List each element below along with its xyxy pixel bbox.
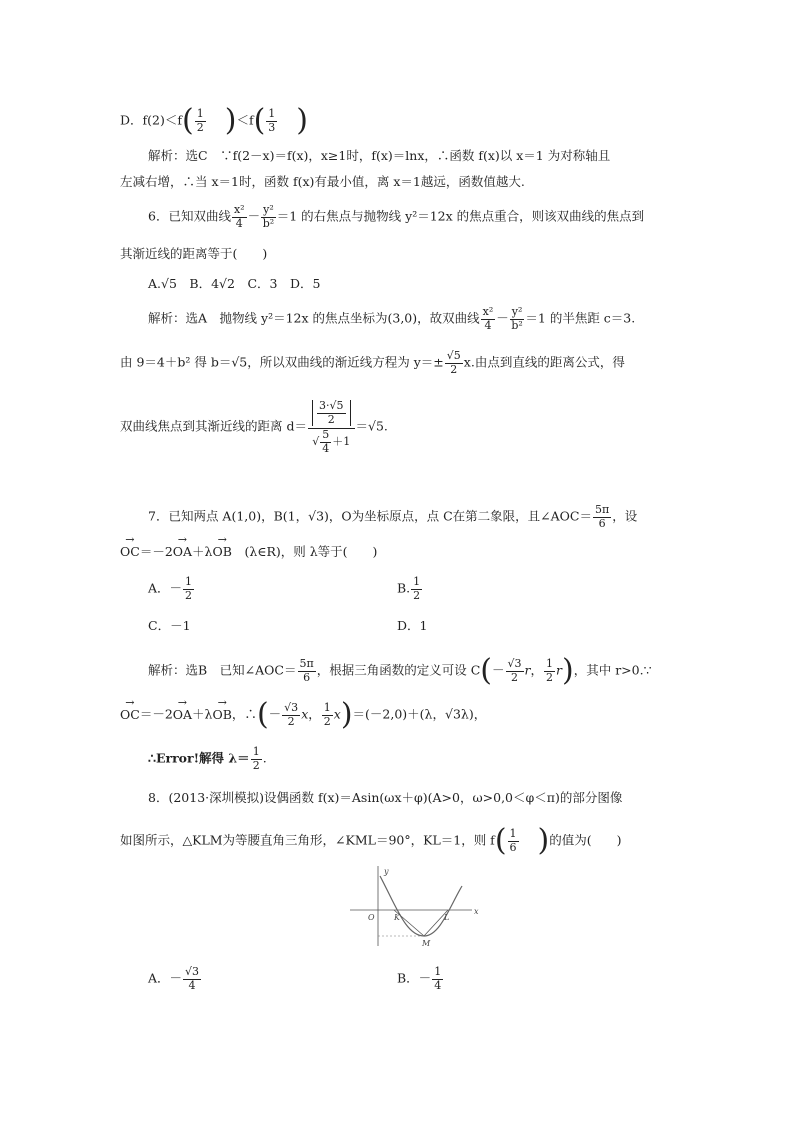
label-y: y	[384, 867, 389, 876]
question-8-line-1: 8．(2013·深圳模拟)设偶函数 f(x)＝Asin(ωx＋φ)(A>0，ω>0,0＜φ＜π)的部分图像	[148, 790, 623, 805]
solution-7-line-2: → OC＝－2→ OA＋λ→ OB，∴(－ $\frac{√3}{2}$ x， $\frac{1}{2}$ x)＝(－2,0)＋(λ，√3λ)，	[120, 700, 486, 730]
solution-5-line-2: 左减右增，∴当 x＝1时，函数 f(x)有最小值，离 x＝1越远，函数值越大.	[120, 174, 525, 189]
question-6-line-1: 6．已知双曲线 $\frac{\text{x²}}{4}$ － $\frac{\text{y²}}{\text{b²}}$ ＝1 的右焦点与抛物线 y²＝12x 的焦点重合，则该双曲线的焦点到	[148, 203, 645, 230]
question-7-option-c: C．－1	[148, 618, 191, 633]
fraction: $\frac{1}{3}$	[268, 106, 276, 134]
question-8-option-a: A．－ $\frac{√3}{4}$	[148, 965, 200, 992]
question-7-option-d: D．1	[397, 618, 428, 633]
option-d-label: D．	[120, 112, 143, 128]
solution-6-line-1: 解析：选A 抛物线 y²＝12x 的焦点坐标为(3,0)，故双曲线 $\frac{\text{x²}}{4}$ － $\frac{\text{y²}}{\text{b²}}$ ＝1 的半焦距 c＝3.	[148, 305, 636, 332]
label-o: O	[368, 913, 375, 922]
solution-6-line-2: 由 9＝4＋b² 得 b＝√5，所以双曲线的渐近线方程为 y＝± $\frac{√5}{2}$ x.由点到直线的距离公式，得	[120, 349, 625, 376]
question-7-option-b: B. $\frac{1}{2}$	[397, 575, 421, 602]
solution-6-line-3: 双曲线焦点到其渐近线的距离 d＝ $\frac{3\cdot√5}{2}$ √ $\frac{5}{4}$ ＋1 ＝√5.	[120, 399, 388, 455]
question-7-line-1: 7．已知两点 A(1,0)，B(1，√3)，O为坐标原点，点 C在第二象限，且∠AOC＝ $\frac{5\pi}{6}$ ，设	[148, 503, 638, 530]
curve	[380, 876, 462, 936]
label-x: x	[474, 907, 479, 916]
question-8-option-b: B．－ $\frac{1}{4}$	[397, 965, 442, 992]
option-d-expr: f(2)＜f	[142, 112, 182, 128]
label-m: M	[422, 939, 431, 948]
question-6-options: A.√5 B．4√2 C．3 D．5	[148, 276, 321, 291]
option-d-line: D．f(2)＜f( $\frac{1}{2}$ )＜f( $\frac{1}{3}$ )	[120, 103, 309, 138]
question-7-option-a: A．－ $\frac{1}{2}$	[148, 575, 193, 602]
question-6-line-2: 其渐近线的距离等于( )	[120, 246, 268, 261]
solution-5-line-1: 解析：选C ∵f(2－x)＝f(x)，x≥1时，f(x)＝lnx，∴函数 f(x)以 x＝1 为对称轴且	[148, 148, 611, 163]
solution-7-line-1: 解析：选B 已知∠AOC＝ $\frac{5\pi}{6}$ ，根据三角函数的定义可设 C(－ $\frac{√3}{2}$ r， $\frac{1}{2}$ r)，其中 r>0.∵	[148, 653, 652, 688]
label-k: K	[394, 913, 400, 922]
fraction: $\frac{1}{2}$	[196, 106, 204, 134]
solution-7-line-3: ∴Error!解得 λ＝ $\frac{1}{2}$ .	[148, 745, 267, 772]
function-graph	[344, 866, 484, 950]
question-7-line-2: → OC＝－2→ OA＋λ→ OB (λ∈R)，则 λ等于( )	[120, 544, 377, 559]
label-l: L	[444, 913, 450, 922]
question-8-line-2: 如图所示，△KLM为等腰直角三角形，∠KML＝90°，KL＝1，则 f( $\frac{1}{6}$ )的值为( )	[120, 823, 622, 858]
